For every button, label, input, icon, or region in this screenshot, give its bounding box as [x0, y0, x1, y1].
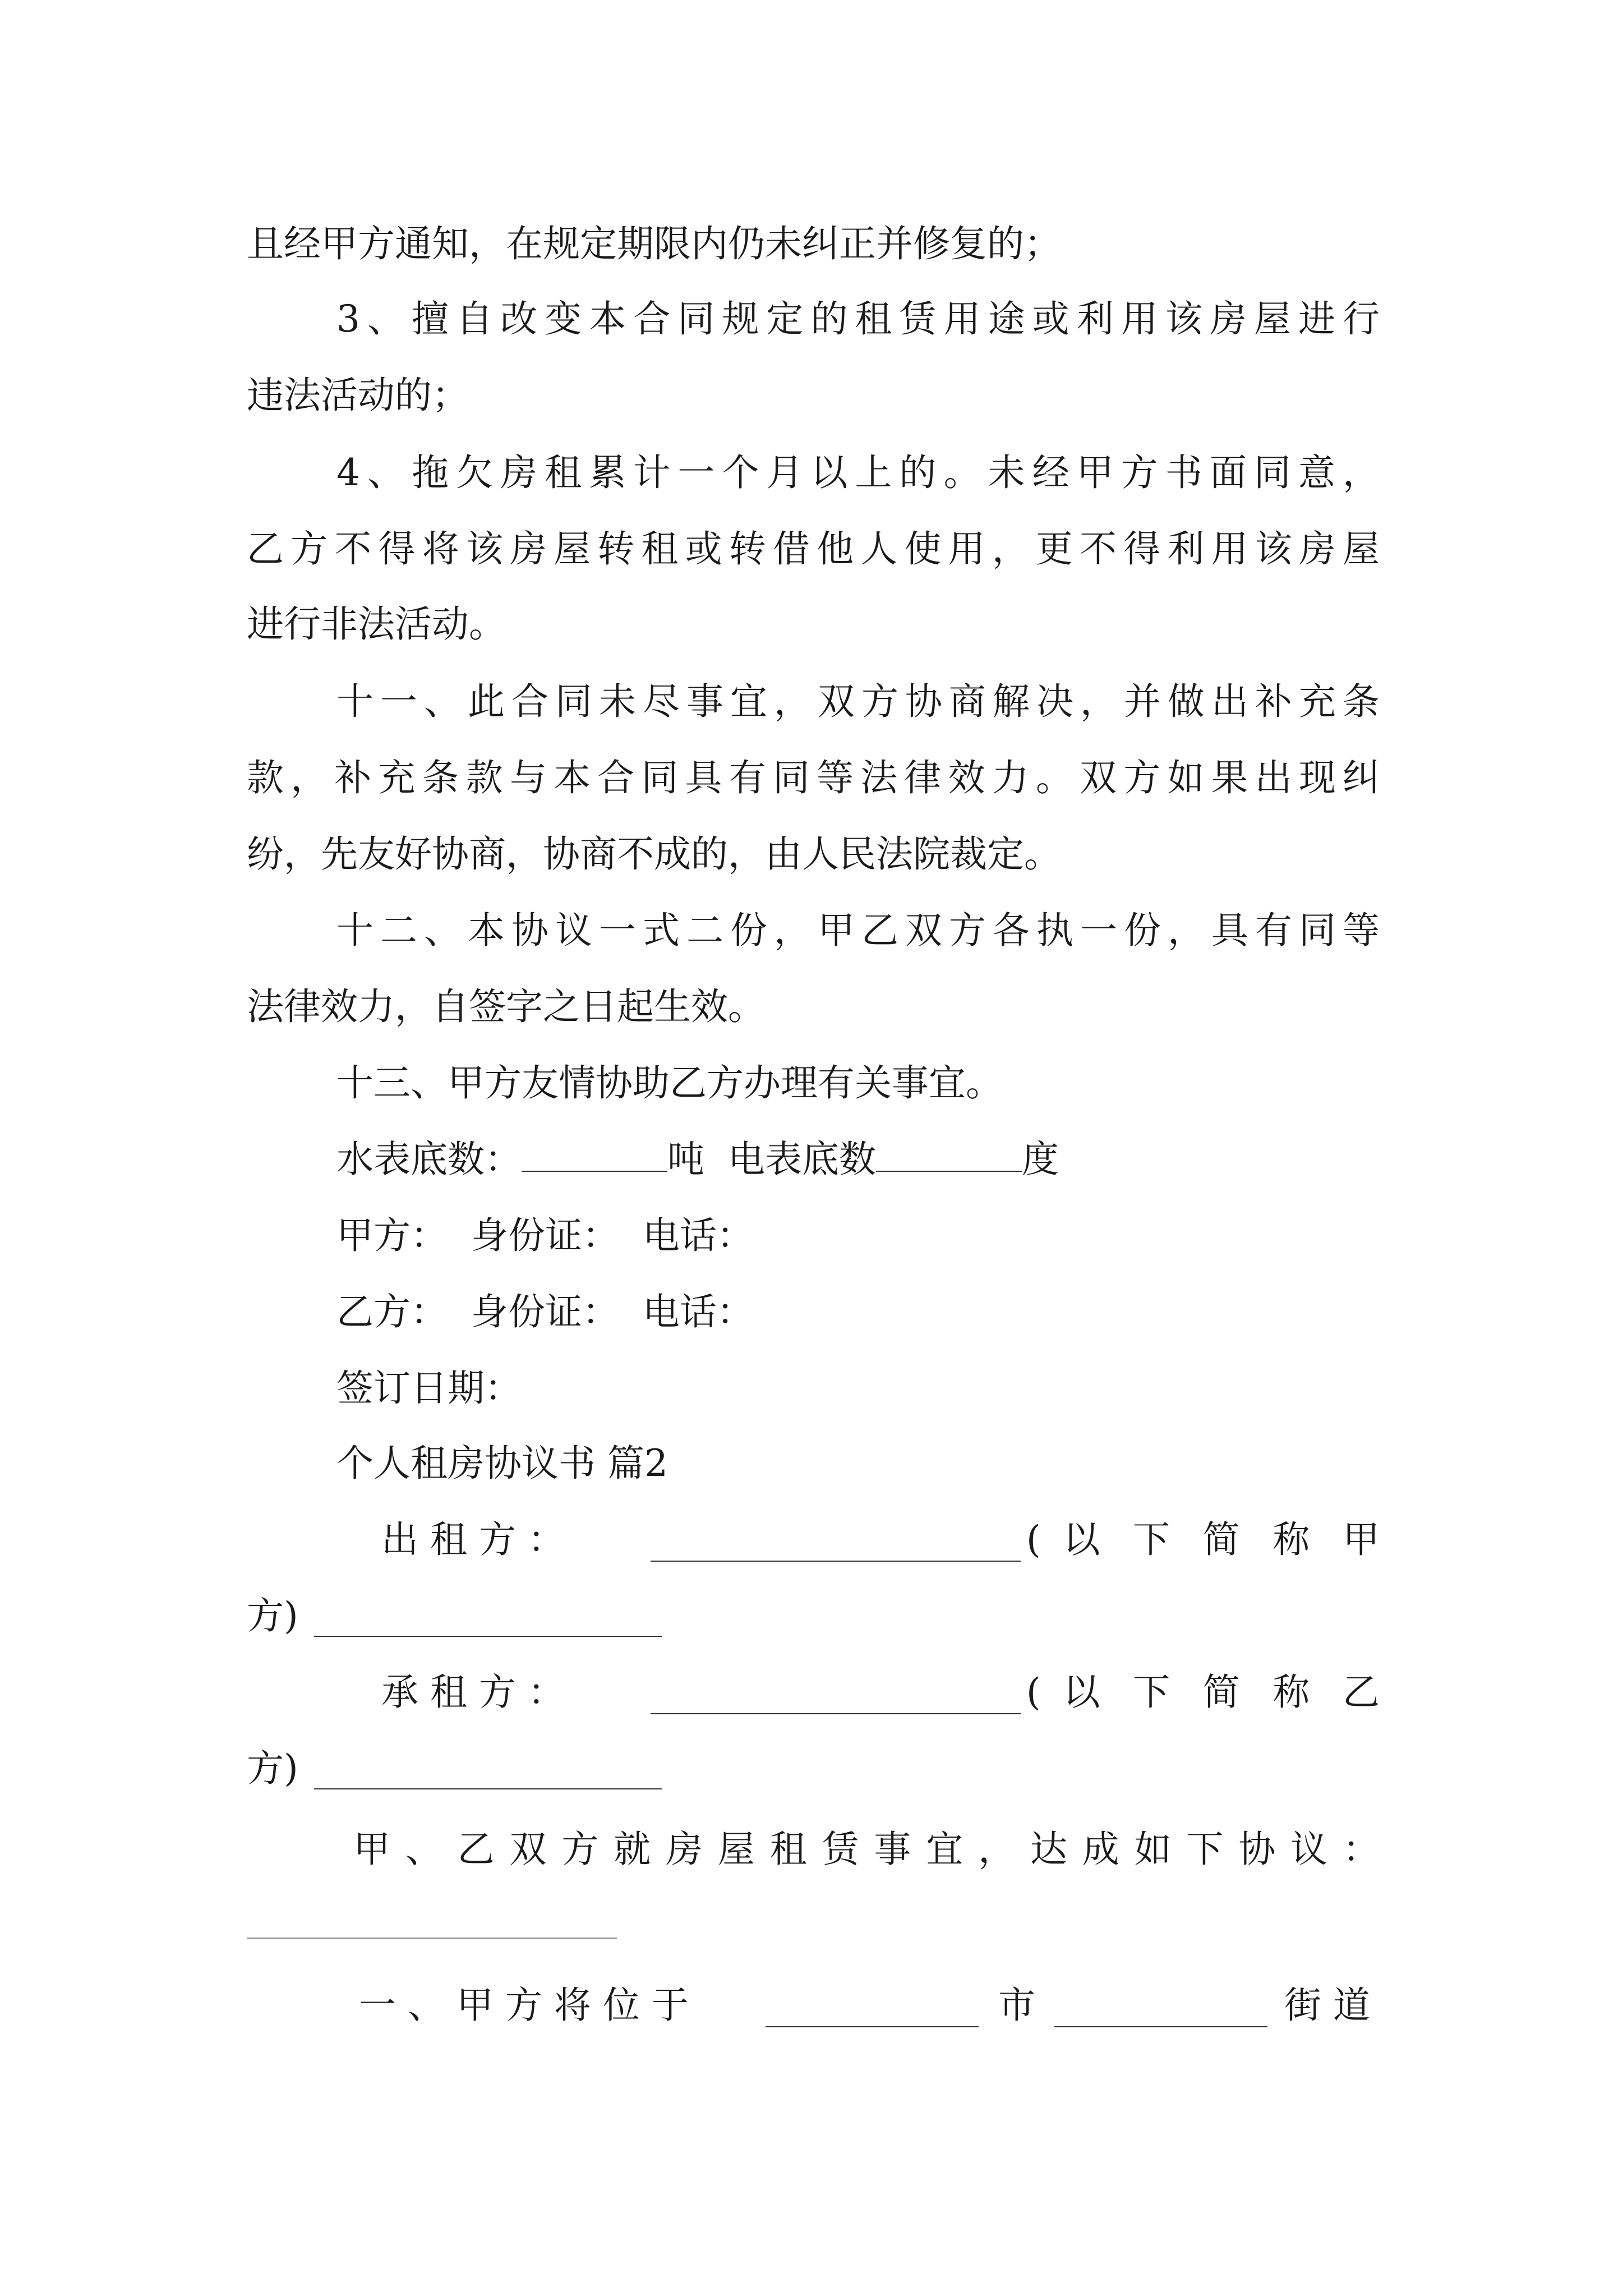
electric-meter-label: 电表底数: [727, 1138, 876, 1181]
text-line: 3、擅自改变本合同规定的租赁用途或利用该房屋进行: [336, 297, 1380, 341]
clause-1-city: 市: [998, 1984, 1035, 2027]
water-meter-blank: [522, 1135, 667, 1172]
clause-1-location-blank: [766, 2026, 979, 2027]
text-line: 款，补充条款与本合同具有同等法律效力。双方如果出现纠: [247, 756, 1380, 799]
lessor-cont: 方): [247, 1594, 298, 1637]
lessee-name-blank: [314, 1788, 662, 1789]
meter-readings: [336, 1134, 1059, 1185]
lessor-name-blank: [314, 1636, 662, 1637]
intro-underline: [247, 1938, 617, 1939]
lessee-cont: 方): [247, 1747, 298, 1790]
water-meter-label: 水表底数：: [336, 1138, 522, 1181]
text-line: 且经甲方通知，在规定期限内仍未纠正并修复的；: [247, 222, 1061, 265]
clause-1-city-blank: [1054, 2026, 1267, 2027]
text-line: 违法活动的；: [247, 374, 469, 417]
text-line: 乙方不得将该房屋转租或转借他人使用，更不得利用该房屋: [247, 527, 1380, 570]
clause-1-street: 街 道: [1284, 1984, 1370, 2027]
electric-meter-blank: [876, 1135, 1022, 1172]
lessee-suffix: ( 以 下 简 称 乙: [1026, 1671, 1380, 1714]
lessee-blank: [651, 1713, 1021, 1714]
lessor-blank: [651, 1561, 1021, 1562]
agreement-intro: 甲、乙双方就房屋租赁事宜，达成如下协议：: [353, 1828, 1380, 1871]
section-title: 个人租房协议书 篇2: [336, 1442, 668, 1485]
text-line: 十一、此合同未尽事宜，双方协商解决，并做出补充条: [336, 680, 1380, 723]
lessor-label: 出 租 方 ：: [381, 1518, 565, 1561]
water-meter-unit: 吨: [667, 1138, 704, 1181]
clause-1-prefix: 一 、 甲 方 将 位 于: [359, 1984, 689, 2027]
sign-date-line: 签订日期：: [336, 1366, 522, 1410]
party-a-line: 甲方： 身份证： 电话：: [336, 1214, 754, 1257]
lessee-label: 承 租 方 ：: [381, 1671, 565, 1714]
electric-meter-unit: 度: [1021, 1138, 1059, 1181]
party-b-line: 乙方： 身份证： 电话：: [336, 1290, 754, 1333]
text-line: 法律效力，自签字之日起生效。: [247, 985, 765, 1028]
lessor-suffix: ( 以 下 简 称 甲: [1026, 1518, 1380, 1561]
text-line: 十三、甲方友情协助乙方办理有关事宜。: [336, 1061, 1003, 1105]
text-line: 进行非法活动。: [247, 602, 506, 646]
text-line: 十二、本协议一式二份，甲乙双方各执一份，具有同等: [336, 909, 1380, 952]
text-line: 4、拖欠房租累计一个月以上的。未经甲方书面同意，: [336, 451, 1380, 494]
text-line: 纷，先友好协商，协商不成的，由人民法院裁定。: [247, 832, 1061, 876]
